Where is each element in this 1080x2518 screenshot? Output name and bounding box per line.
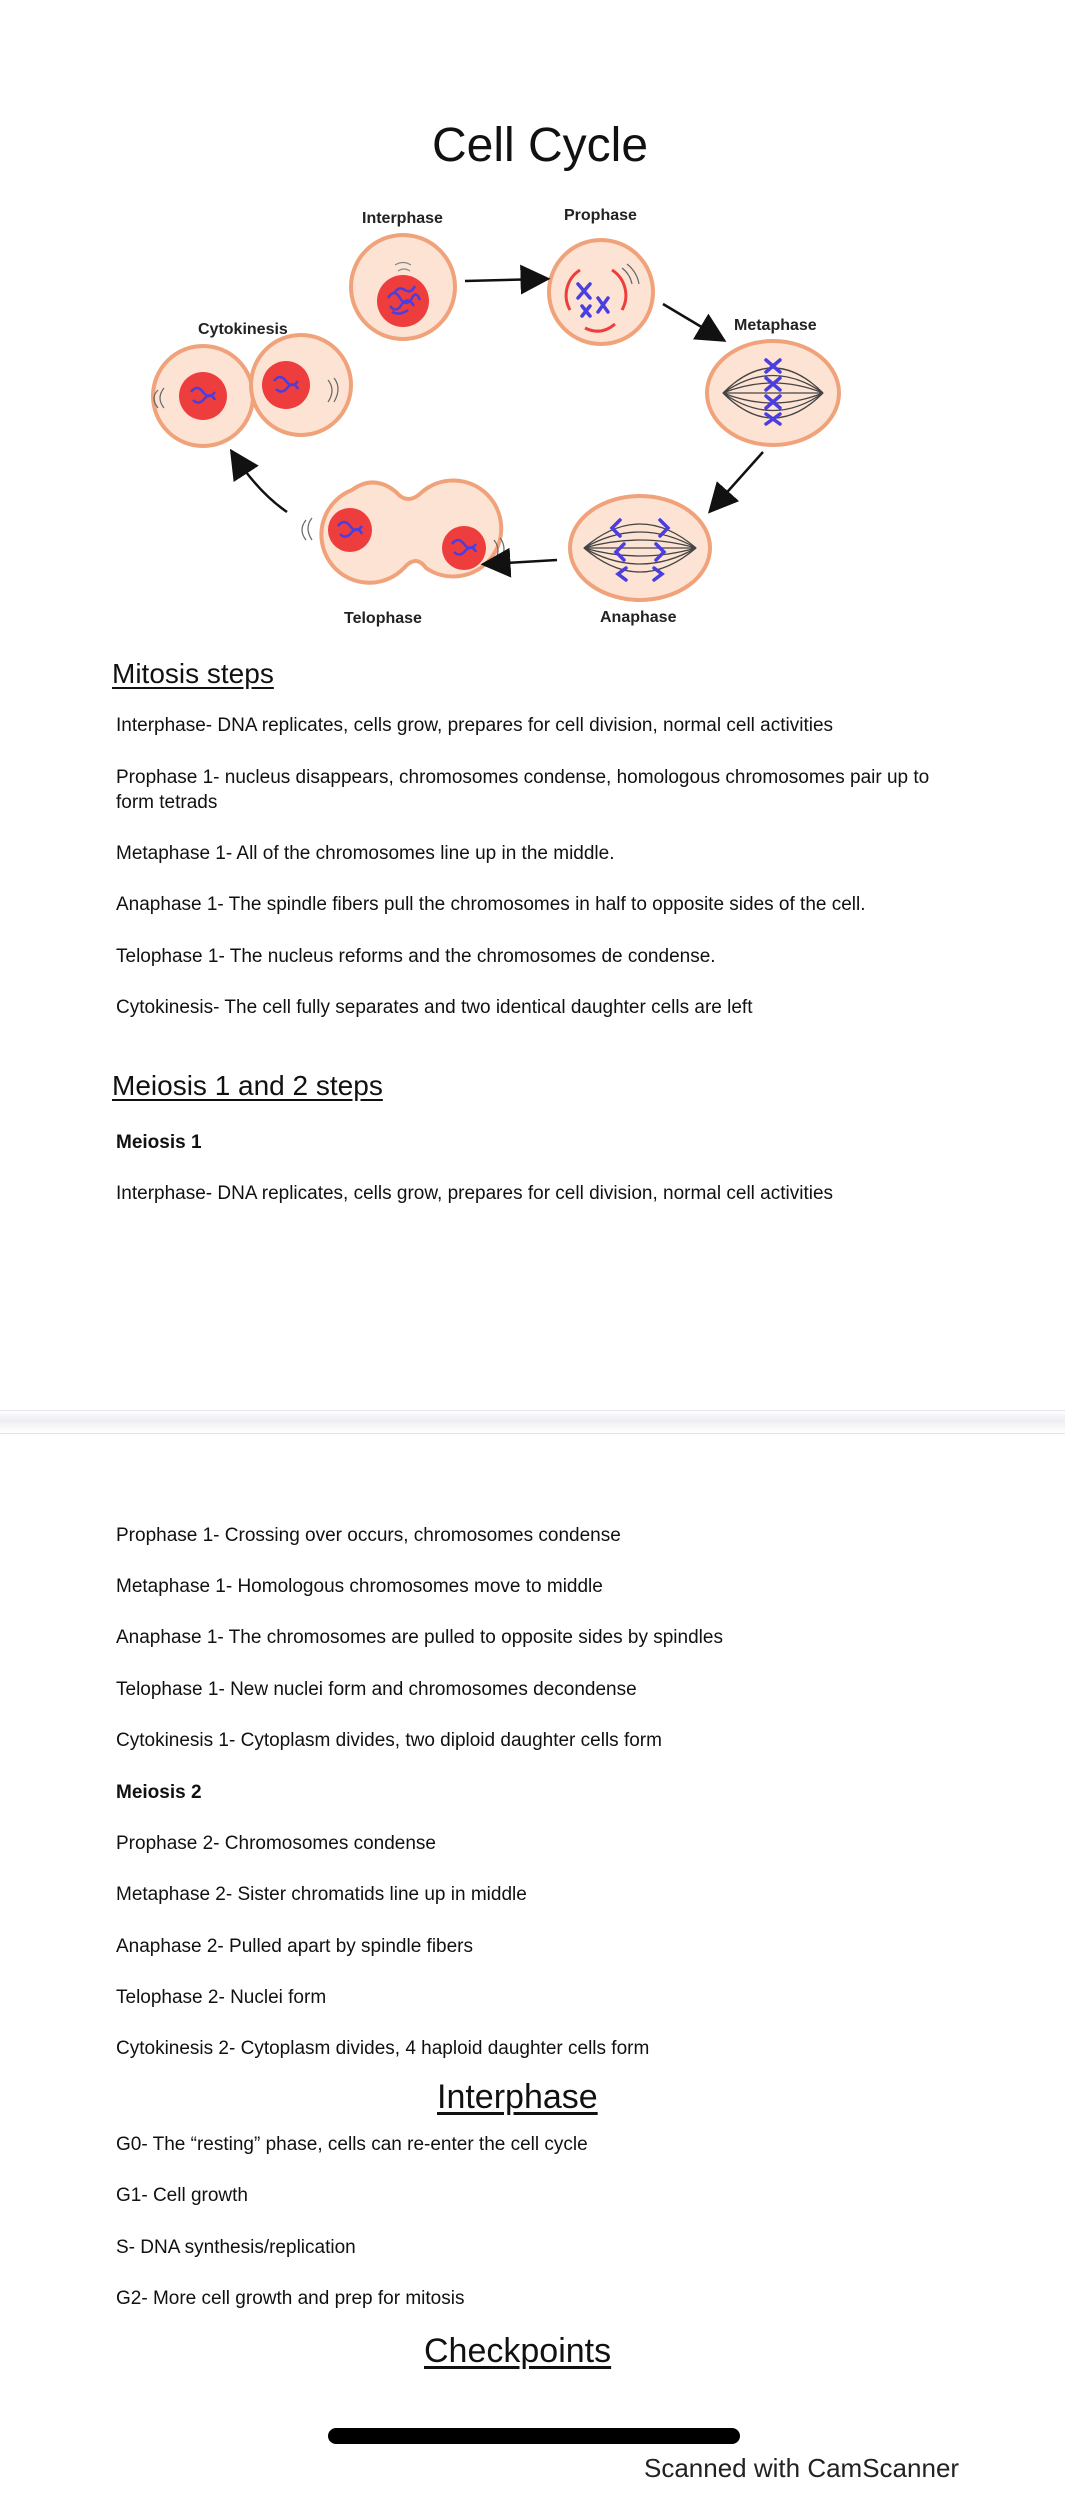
checkpoints-heading: Checkpoints	[424, 2332, 612, 2370]
meiosis-2-label: Meiosis 2	[116, 1782, 202, 1803]
label-cytokinesis: Cytokinesis	[198, 321, 288, 338]
label-telophase: Telophase	[344, 610, 422, 627]
anaphase-cell	[570, 496, 710, 600]
meiosis-1-label: Meiosis 1	[116, 1132, 202, 1153]
label-anaphase: Anaphase	[600, 609, 677, 626]
label-metaphase: Metaphase	[734, 317, 817, 334]
interphase-item: G1- Cell growth	[116, 2185, 248, 2206]
label-prophase: Prophase	[564, 207, 637, 224]
mitosis-step: Cytokinesis- The cell fully separates and two identical daughter cells are left	[116, 997, 753, 1018]
meiosis-step: Interphase- DNA replicates, cells grow, prepares for cell division, normal cell activities	[116, 1183, 834, 1204]
meiosis-step: Cytokinesis 2- Cytoplasm divides, 4 haploid daughter cells form	[116, 2038, 650, 2059]
meiosis-step: Telophase 1- New nuclei form and chromosomes decondense	[116, 1679, 637, 1700]
mitosis-step: Metaphase 1- All of the chromosomes line up in the middle.	[116, 843, 615, 864]
telophase-cell	[302, 480, 504, 582]
meiosis-heading: Meiosis 1 and 2 steps	[112, 1070, 383, 1101]
interphase-cell	[351, 235, 455, 339]
cytokinesis-cells	[153, 335, 351, 446]
redaction-bar	[328, 2428, 740, 2444]
mitosis-step: Anaphase 1- The spindle fibers pull the chromosomes in half to opposite sides of the cell.	[116, 894, 866, 915]
mitosis-step: Telophase 1- The nucleus reforms and the chromosomes de condense.	[116, 946, 716, 967]
scanner-watermark: Scanned with CamScanner	[644, 2453, 960, 2483]
meiosis-step: Metaphase 2- Sister chromatids line up in middle	[116, 1884, 527, 1905]
meiosis-step: Anaphase 1- The chromosomes are pulled to opposite sides by spindles	[116, 1627, 723, 1648]
meiosis-step: Prophase 2- Chromosomes condense	[116, 1833, 437, 1854]
meiosis-step: Cytokinesis 1- Cytoplasm divides, two diploid daughter cells form	[116, 1730, 662, 1751]
page-divider	[0, 1410, 1065, 1434]
meiosis-step: Prophase 1- Crossing over occurs, chromosomes condense	[116, 1525, 621, 1546]
metaphase-cell	[707, 341, 839, 445]
interphase-item: S- DNA synthesis/replication	[116, 2237, 356, 2258]
cell-cycle-diagram	[0, 0, 1080, 660]
label-interphase: Interphase	[362, 210, 443, 227]
meiosis-step: Metaphase 1- Homologous chromosomes move to middle	[116, 1576, 603, 1597]
interphase-item: G2- More cell growth and prep for mitosis	[116, 2288, 465, 2309]
mitosis-heading: Mitosis steps	[112, 658, 274, 689]
meiosis-step: Telophase 2- Nuclei form	[116, 1987, 327, 2008]
mitosis-step: Prophase 1- nucleus disappears, chromosomes condense, homologous chromosomes pair up to form tetrads	[116, 767, 930, 813]
page-title: Cell Cycle	[431, 119, 649, 172]
interphase-item: G0- The “resting” phase, cells can re-enter the cell cycle	[116, 2134, 588, 2155]
meiosis-step: Anaphase 2- Pulled apart by spindle fibers	[116, 1936, 474, 1957]
mitosis-step: Interphase- DNA replicates, cells grow, prepares for cell division, normal cell activities	[116, 715, 834, 736]
interphase-heading: Interphase	[437, 2078, 598, 2116]
prophase-cell	[549, 240, 653, 344]
